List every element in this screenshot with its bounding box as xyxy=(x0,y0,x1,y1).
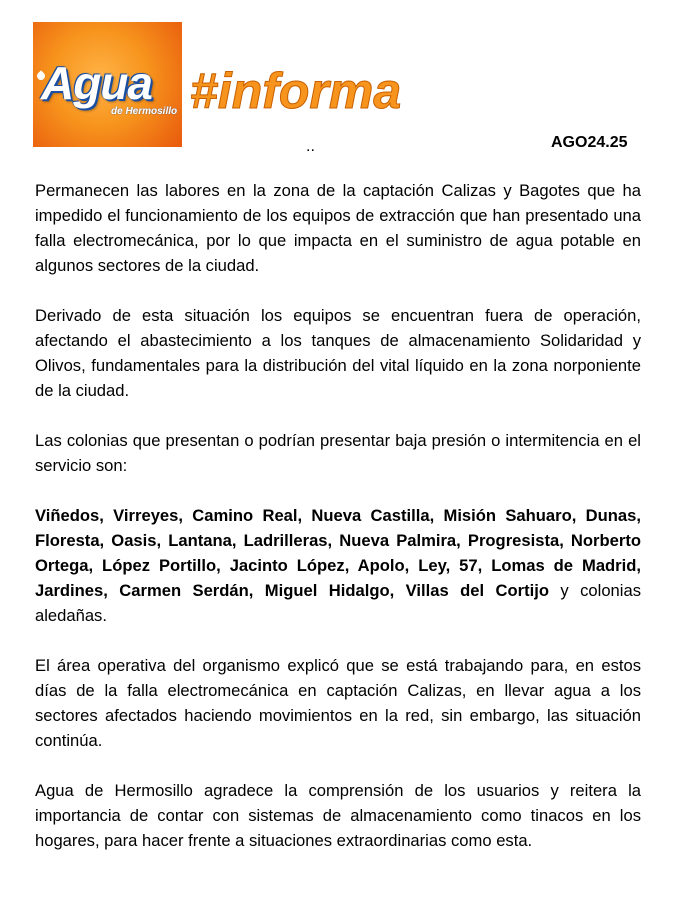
affected-colonies-list: Viñedos, Virreyes, Camino Real, Nueva Castilla, Misión Sahuaro, Dunas, Floresta, Oasis, Lantana, Ladrilleras, Nueva Palmira, Progresista, Norberto Ortega, López Portillo, Jacinto López, Apolo, Ley, 57, Lomas de Madrid, Jardines, Carmen Serdán, Miguel Hidalgo, Villas del Cortijo xyxy=(35,506,641,600)
header-dots: .. xyxy=(306,138,315,155)
agua-de-hermosillo-logo xyxy=(33,22,182,147)
bulletin-date: AGO24.25 xyxy=(551,134,628,151)
paragraph-4 xyxy=(35,503,641,628)
paragraph-3: Las colonias que presentan o podrían presentar baja presión o intermitencia en el servicio son: xyxy=(35,431,641,475)
paragraph-2: Derivado de esta situación los equipos se encuentran fuera de operación, afectando el abastecimiento a los tanques de almacenamiento Solidaridad y Olivos, fundamentales para la distribución del vital líquido en la zona norponiente de la ciudad. xyxy=(35,306,641,400)
logo-wordmark: Agua xyxy=(41,57,152,109)
paragraph-4-tail: y colonias aledañas. xyxy=(35,581,641,625)
bulletin-body xyxy=(35,178,641,878)
hashtag-informa: #informa xyxy=(190,63,402,119)
paragraph-1: Permanecen las labores en la zona de la captación Calizas y Bagotes que ha impedido el funcionamiento de los equipos de extracción que han presentado una falla electromecánica, por lo que impacta en el suministro de agua potable en algunos sectores de la ciudad. xyxy=(35,181,641,275)
logo-subtext: de Hermosillo xyxy=(111,106,178,117)
paragraph-5: El área operativa del organismo explicó que se está trabajando para, en estos días de la falla electromecánica en captación Calizas, en llevar agua a los sectores afectados haciendo movimientos en la red, sin embargo, las situación continúa. xyxy=(35,656,641,750)
paragraph-6: Agua de Hermosillo agradece la comprensión de los usuarios y reitera la importancia de contar con sistemas de almacenamiento como tinacos en los hogares, para hacer frente a situaciones extraordinarias como esta. xyxy=(35,781,641,850)
